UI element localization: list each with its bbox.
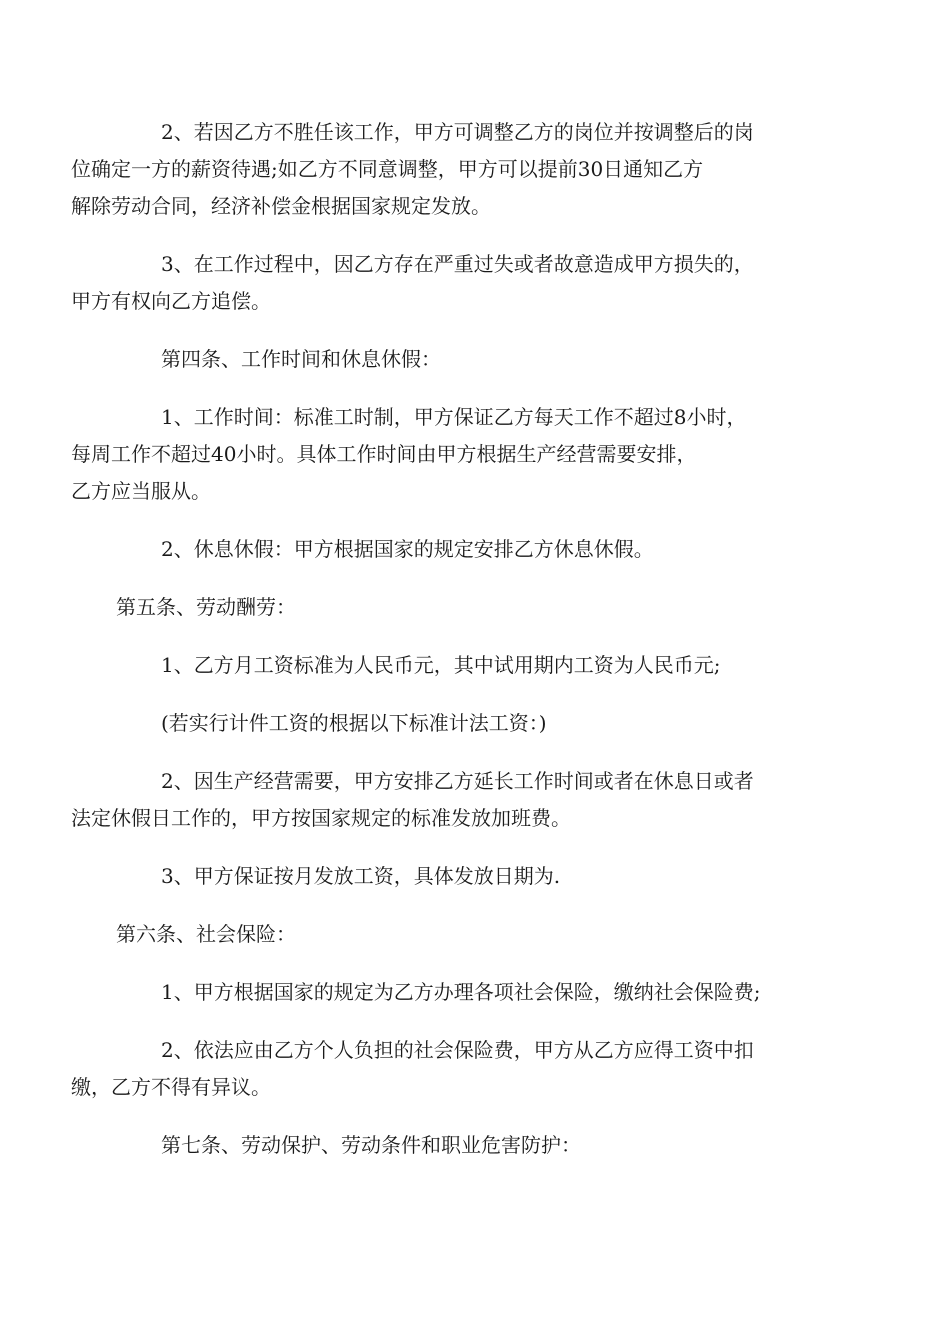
text-line: 甲方有权向乙方追偿。 <box>71 289 271 313</box>
paragraph-clause-3-2 <box>71 114 836 225</box>
document-body <box>71 114 836 1185</box>
text-line: 2、休息休假：甲方根据国家的规定安排乙方休息休假。 <box>161 537 654 561</box>
paragraph-clause-5-1 <box>116 647 836 684</box>
text-line: 第四条、工作时间和休息休假： <box>161 347 441 371</box>
text-line: 1、工作时间：标准工时制，甲方保证乙方每天工作不超过8小时， <box>161 405 747 429</box>
text-line: 2、若因乙方不胜任该工作，甲方可调整乙方的岗位并按调整后的岗 <box>161 120 754 144</box>
paragraph-clause-5-3 <box>116 858 836 895</box>
paragraph-clause-5-2 <box>71 763 836 837</box>
section-heading-article-5 <box>116 589 836 626</box>
text-line: 2、因生产经营需要，甲方安排乙方延长工作时间或者在休息日或者 <box>161 769 754 793</box>
text-line: 第五条、劳动酬劳： <box>116 595 296 619</box>
section-heading-article-6 <box>116 916 836 953</box>
paragraph-clause-4-2 <box>116 531 836 568</box>
paragraph-clause-6-2 <box>71 1032 836 1106</box>
paragraph-clause-6-1 <box>116 974 836 1011</box>
text-line: 2、依法应由乙方个人负担的社会保险费，甲方从乙方应得工资中扣 <box>161 1038 754 1062</box>
text-line: 解除劳动合同，经济补偿金根据国家规定发放。 <box>71 194 491 218</box>
text-line: 3、甲方保证按月发放工资，具体发放日期为. <box>161 864 561 888</box>
text-line: (若实行计件工资的根据以下标准计法工资：) <box>161 711 547 735</box>
text-line: 乙方应当服从。 <box>71 479 211 503</box>
text-line: 3、在工作过程中，因乙方存在严重过失或者故意造成甲方损失的， <box>161 252 754 276</box>
text-line: 法定休假日工作的，甲方按国家规定的标准发放加班费。 <box>71 806 571 830</box>
text-line: 1、乙方月工资标准为人民币元，其中试用期内工资为人民币元; <box>161 653 721 677</box>
text-line: 第六条、社会保险： <box>116 922 296 946</box>
section-heading-article-4 <box>116 341 836 378</box>
paragraph-clause-3-3 <box>71 246 836 320</box>
paragraph-clause-4-1 <box>71 399 836 510</box>
text-line: 第七条、劳动保护、劳动条件和职业危害防护： <box>161 1133 581 1157</box>
text-line: 缴，乙方不得有异议。 <box>71 1075 271 1099</box>
paragraph-piecework-note <box>116 705 836 742</box>
text-line: 位确定一方的薪资待遇;如乙方不同意调整，甲方可以提前30日通知乙方 <box>71 157 704 181</box>
section-heading-article-7 <box>116 1127 836 1164</box>
text-line: 每周工作不超过40小时。具体工作时间由甲方根据生产经营需要安排， <box>71 442 697 466</box>
text-line: 1、甲方根据国家的规定为乙方办理各项社会保险，缴纳社会保险费; <box>161 980 761 1004</box>
